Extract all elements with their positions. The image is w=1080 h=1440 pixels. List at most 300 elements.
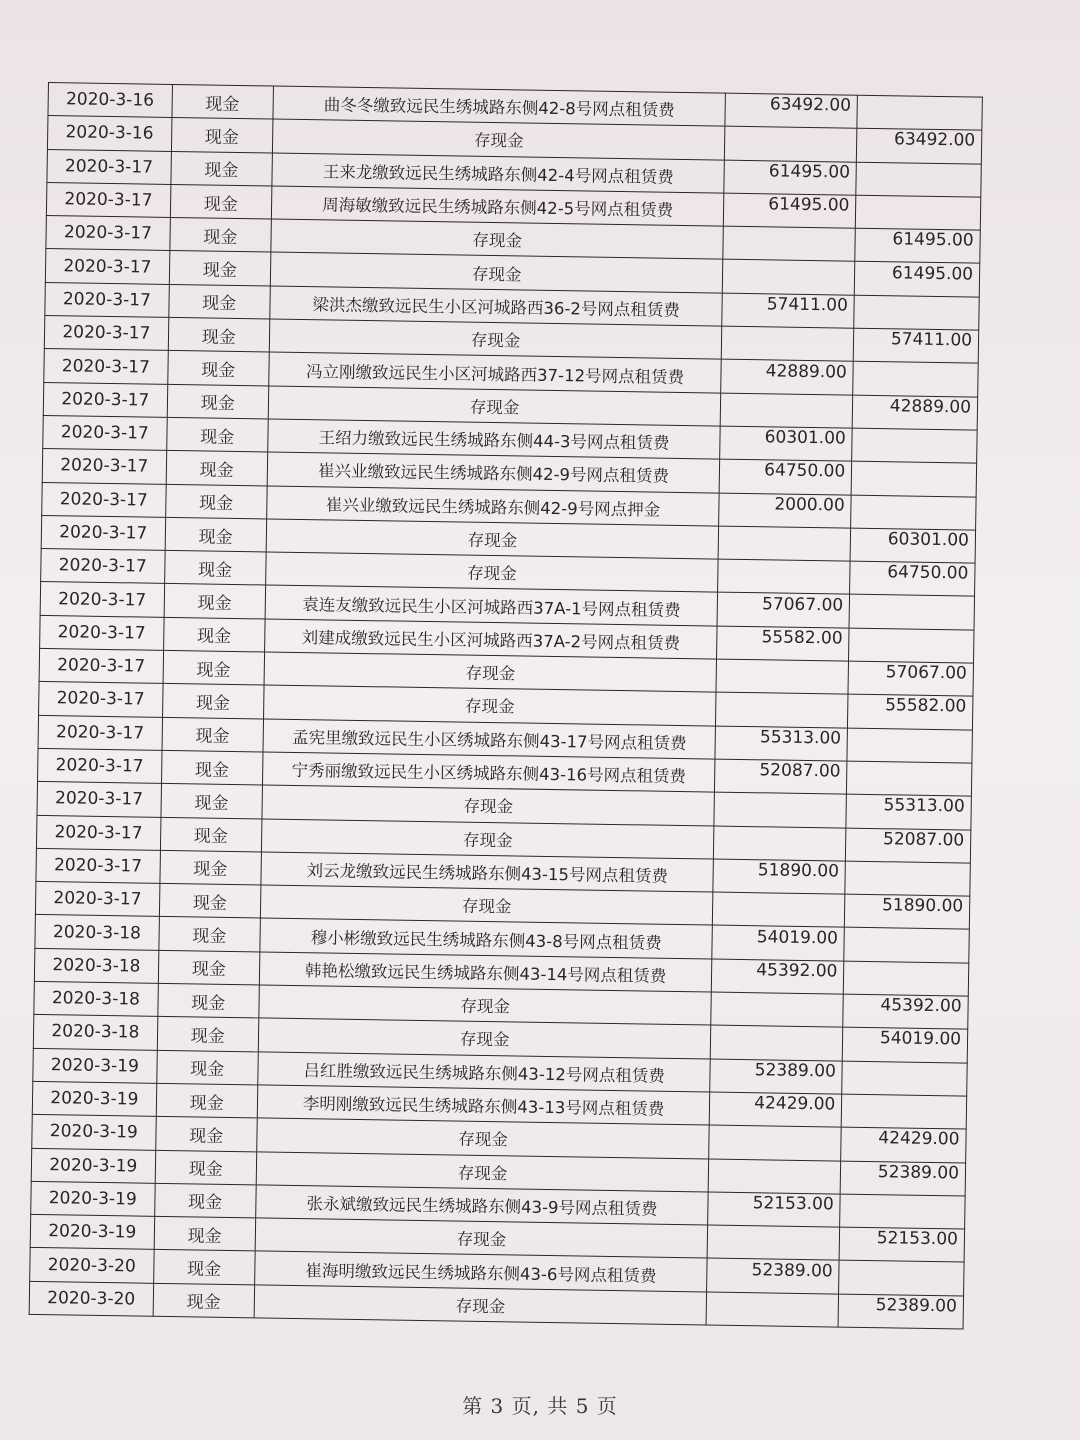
payment-method-cell (167, 384, 269, 419)
payment-method-cell-text: 现金 (202, 293, 237, 315)
debit-amount-cell (716, 692, 848, 727)
debit-amount-cell (720, 459, 852, 494)
description-cell-text: 存现金 (459, 1030, 510, 1050)
debit-amount-cell (709, 1125, 841, 1160)
debit-amount-cell-text: 57411.00 (766, 294, 849, 316)
payment-method-cell (168, 284, 270, 319)
debit-amount-cell (719, 493, 851, 528)
payment-method-cell-text: 现金 (203, 227, 238, 248)
date-cell (35, 915, 159, 950)
date-cell (41, 549, 165, 584)
credit-amount-cell (842, 1061, 967, 1096)
payment-method-cell (164, 551, 266, 586)
debit-amount-cell-text: 55313.00 (759, 727, 842, 749)
debit-amount-cell (723, 226, 855, 261)
description-cell-text: 崔海明缴致远民生绣城路东侧43-6号网点租赁费 (305, 1260, 657, 1286)
payment-method-cell (157, 1017, 259, 1052)
payment-method-cell (172, 84, 274, 119)
date-cell (38, 748, 162, 783)
debit-amount-cell (707, 1258, 839, 1293)
payment-method-cell-text: 现金 (189, 1092, 224, 1114)
ledger-table (29, 82, 983, 1330)
date-cell (44, 349, 168, 384)
payment-method-cell-text: 现金 (192, 893, 227, 914)
credit-amount-cell (843, 1027, 968, 1062)
date-cell-text: 2020-3-17 (64, 189, 153, 211)
debit-amount-cell (722, 326, 854, 361)
description-cell-text: 存现金 (471, 264, 522, 285)
debit-amount-cell (708, 1225, 840, 1260)
description-cell-text: 存现金 (461, 896, 512, 917)
credit-amount-cell (854, 295, 979, 330)
description-cell-text: 李明刚缴致远民生绣城路东侧43-13号网点租赁费 (302, 1094, 665, 1119)
description-cell-text: 存现金 (456, 1229, 507, 1250)
date-cell-text: 2020-3-20 (47, 1254, 136, 1277)
credit-amount-cell (839, 1260, 964, 1295)
credit-amount-cell (855, 262, 980, 297)
payment-method-cell-text: 现金 (186, 1292, 221, 1314)
description-cell-text: 存现金 (473, 131, 524, 151)
debit-amount-cell (722, 293, 854, 328)
date-cell-text: 2020-3-17 (61, 389, 150, 411)
payment-method-cell (163, 617, 265, 652)
payment-method-cell (166, 417, 268, 452)
credit-amount-cell (853, 362, 978, 397)
date-cell-text: 2020-3-19 (48, 1221, 137, 1243)
debit-amount-cell (715, 726, 847, 761)
date-cell (31, 1148, 155, 1183)
credit-amount-cell (857, 129, 982, 164)
credit-amount-cell (856, 195, 981, 230)
debit-amount-cell (714, 826, 846, 861)
credit-amount-cell-text: 55582.00 (885, 695, 967, 717)
description-cell-text: 存现金 (457, 1163, 508, 1183)
description-cell-text: 存现金 (470, 330, 521, 351)
debit-amount-cell-text: 54019.00 (756, 926, 839, 949)
debit-amount-cell (711, 992, 843, 1027)
payment-method-cell-text: 现金 (192, 926, 227, 947)
payment-method-cell (160, 817, 262, 852)
date-cell (35, 882, 159, 917)
date-cell-text: 2020-3-18 (52, 955, 141, 977)
payment-method-cell (165, 484, 267, 519)
description-cell-text: 存现金 (458, 1129, 508, 1150)
payment-method-cell-text: 现金 (204, 127, 240, 148)
date-cell-text: 2020-3-17 (63, 255, 152, 278)
credit-amount-cell-text: 52087.00 (882, 828, 965, 851)
payment-method-cell (159, 883, 261, 918)
debit-amount-cell (721, 393, 853, 428)
debit-amount-cell-text: 64750.00 (763, 460, 846, 482)
payment-method-cell-text: 现金 (201, 360, 236, 381)
date-cell-text: 2020-3-17 (62, 289, 152, 311)
date-cell-text: 2020-3-19 (50, 1054, 140, 1077)
credit-amount-cell (850, 528, 975, 563)
date-cell-text: 2020-3-19 (49, 1154, 138, 1177)
payment-method-cell-text: 现金 (196, 626, 232, 648)
payment-method-cell (154, 1216, 256, 1251)
description-cell-text: 崔兴业缴致远民生绣城路东侧42-9号网点租赁费 (317, 461, 670, 487)
debit-amount-cell-text: 63492.00 (769, 94, 852, 116)
credit-amount-cell-text: 61495.00 (891, 262, 974, 285)
description-cell-text: 曲冬冬缴致远民生绣城路东侧42-8号网点租赁费 (323, 95, 675, 120)
payment-method-cell (154, 1183, 256, 1218)
date-cell (41, 515, 165, 550)
credit-amount-cell (844, 961, 969, 996)
credit-amount-cell (857, 95, 982, 130)
credit-amount-cell (845, 894, 970, 929)
credit-amount-cell (856, 162, 981, 197)
credit-amount-cell (848, 694, 973, 729)
date-cell-text: 2020-3-17 (55, 755, 144, 777)
payment-method-cell (168, 317, 270, 352)
credit-amount-cell (845, 861, 970, 896)
credit-amount-cell-text: 57411.00 (890, 329, 973, 351)
description-cell (254, 1285, 707, 1325)
debit-amount-cell-text: 52389.00 (751, 1259, 833, 1282)
date-cell (31, 1181, 155, 1216)
date-cell (42, 482, 166, 517)
date-cell-text: 2020-3-18 (51, 1021, 140, 1044)
debit-amount-cell-text: 60301.00 (764, 427, 846, 449)
payment-method-cell (171, 118, 273, 153)
credit-amount-cell (854, 328, 979, 363)
date-cell-text: 2020-3-17 (64, 156, 154, 178)
date-cell-text: 2020-3-17 (53, 855, 143, 877)
description-cell-text: 穆小彬缴致远民生绣城路东侧43-8号网点租赁费 (310, 927, 662, 953)
description-cell-text: 袁连友缴致远民生小区河城路西37A-1号网点租赁费 (302, 594, 681, 620)
payment-method-cell (155, 1117, 257, 1152)
debit-amount-cell (713, 859, 845, 894)
credit-amount-cell (846, 794, 971, 829)
payment-method-cell-text: 现金 (189, 1126, 224, 1147)
credit-amount-cell (847, 761, 972, 796)
date-cell-text: 2020-3-17 (55, 721, 145, 744)
date-cell (48, 83, 172, 118)
date-cell-text: 2020-3-17 (57, 655, 146, 677)
debit-amount-cell-text: 45392.00 (756, 960, 838, 982)
credit-amount-cell (852, 428, 977, 463)
debit-amount-cell-text: 57067.00 (761, 593, 844, 616)
description-cell-text: 崔兴业缴致远民生绣城路东侧42-9号网点押金 (325, 495, 661, 520)
debit-amount-cell (725, 93, 857, 128)
payment-method-cell-text: 现金 (196, 660, 231, 681)
date-cell (38, 715, 162, 750)
credit-amount-cell-text: 54019.00 (879, 1028, 962, 1050)
credit-amount-cell (848, 661, 973, 696)
debit-amount-cell (719, 526, 851, 561)
payment-method-cell (166, 451, 268, 486)
credit-amount-cell (851, 495, 976, 530)
description-cell-text: 周海敏缴致远民生绣城路东侧42-5号网点租赁费 (322, 195, 674, 220)
credit-amount-cell (839, 1227, 964, 1262)
date-cell-text: 2020-3-17 (54, 821, 143, 844)
payment-method-cell-text: 现金 (187, 1192, 223, 1214)
payment-method-cell-text: 现金 (186, 1259, 222, 1280)
payment-method-cell (164, 584, 266, 619)
payment-method-cell-text: 现金 (205, 94, 240, 115)
date-cell (29, 1281, 153, 1316)
description-cell-text: 存现金 (464, 697, 515, 717)
date-cell-text: 2020-3-16 (65, 122, 154, 145)
date-cell (46, 182, 170, 217)
date-cell (33, 1015, 157, 1050)
date-cell-text: 2020-3-17 (56, 688, 145, 711)
debit-amount-cell (712, 925, 844, 960)
description-cell-text: 存现金 (467, 530, 518, 551)
payment-method-cell (153, 1283, 255, 1318)
debit-amount-cell-text: 51890.00 (757, 860, 840, 882)
payment-method-cell (156, 1050, 258, 1085)
description-cell-text: 王来龙缴致远民生绣城路东侧42-4号网点租赁费 (322, 162, 674, 187)
payment-method-cell (157, 983, 259, 1018)
credit-amount-cell (851, 461, 976, 496)
description-cell-text: 冯立刚缴致远民生小区河城路西37-12号网点租赁费 (305, 361, 685, 387)
date-cell-text: 2020-3-17 (54, 788, 144, 810)
debit-amount-cell (725, 126, 857, 161)
credit-amount-cell-text: 57067.00 (885, 662, 967, 684)
description-cell-text: 韩艳松缴致远民生绣城路东侧43-14号网点租赁费 (304, 961, 667, 986)
payment-method-cell (159, 917, 261, 952)
debit-amount-cell-text: 52087.00 (759, 760, 841, 782)
date-cell-text: 2020-3-17 (59, 488, 148, 511)
debit-amount-cell-text: 52389.00 (754, 1059, 837, 1082)
date-cell-text: 2020-3-17 (53, 888, 142, 910)
credit-amount-cell-text: 51890.00 (881, 895, 964, 917)
date-cell-text: 2020-3-18 (51, 988, 141, 1010)
date-cell (47, 116, 171, 151)
date-cell-text: 2020-3-19 (49, 1121, 138, 1143)
description-cell-text: 孟宪里缴致远民生小区绣城路东侧43-17号网点租赁费 (291, 727, 687, 753)
payment-method-cell-text: 现金 (194, 793, 229, 814)
date-cell-text: 2020-3-17 (61, 355, 151, 378)
date-cell (32, 1081, 156, 1116)
payment-method-cell-text: 现金 (198, 493, 234, 515)
date-cell (46, 216, 170, 251)
date-cell-text: 2020-3-17 (58, 555, 147, 577)
payment-method-cell (153, 1250, 255, 1285)
date-cell (36, 815, 160, 850)
payment-method-cell-text: 现金 (202, 260, 237, 282)
debit-amount-cell (721, 359, 853, 394)
payment-method-cell-text: 现金 (195, 726, 230, 748)
date-cell-text: 2020-3-17 (63, 222, 153, 244)
description-cell-text: 梁洪杰缴致远民生小区河城路西36-2号网点租赁费 (312, 295, 680, 320)
date-cell (43, 415, 167, 450)
date-cell (39, 648, 163, 683)
debit-amount-cell (717, 626, 849, 661)
credit-amount-cell-text: 52153.00 (876, 1228, 959, 1250)
date-cell (40, 615, 164, 650)
credit-amount-cell-text: 61495.00 (892, 229, 974, 251)
date-cell (30, 1248, 154, 1283)
credit-amount-cell (841, 1094, 966, 1129)
payment-method-cell-text: 现金 (188, 1159, 223, 1181)
credit-amount-cell (850, 561, 975, 596)
payment-method-cell (155, 1150, 257, 1185)
credit-amount-cell-text: 64750.00 (887, 562, 969, 584)
credit-amount-cell (852, 395, 977, 430)
payment-method-cell (158, 950, 260, 985)
description-cell-text: 存现金 (467, 563, 517, 584)
credit-amount-cell-text: 52389.00 (877, 1161, 960, 1184)
debit-amount-cell-text: 42889.00 (765, 360, 847, 383)
debit-amount-cell (718, 559, 850, 594)
date-cell-text: 2020-3-17 (62, 322, 151, 344)
date-cell (45, 282, 169, 317)
date-cell (45, 249, 169, 284)
payment-method-cell-text: 现金 (191, 993, 226, 1014)
debit-amount-cell (710, 1059, 842, 1094)
credit-amount-cell (838, 1294, 963, 1329)
payment-method-cell (167, 351, 269, 386)
payment-method-cell-text: 现金 (190, 1026, 225, 1047)
payment-method-cell (156, 1083, 258, 1118)
date-cell-text: 2020-3-19 (48, 1188, 137, 1210)
page-number-footer: 第 3 页, 共 5 页 (462, 1394, 618, 1418)
description-cell-text: 存现金 (455, 1296, 506, 1317)
date-cell (37, 782, 161, 817)
payment-method-cell (162, 684, 264, 719)
description-cell-text: 存现金 (460, 996, 511, 1017)
description-cell-text: 宁秀丽缴致远民生小区绣城路东侧43-16号网点租赁费 (291, 760, 687, 787)
payment-method-cell-text: 现金 (200, 427, 235, 448)
debit-amount-cell (714, 792, 846, 827)
credit-amount-cell-text: 52389.00 (875, 1294, 958, 1317)
payment-method-cell (161, 750, 263, 785)
payment-method-cell-text: 现金 (198, 526, 233, 548)
debit-amount-cell (709, 1159, 841, 1194)
description-cell-text: 存现金 (469, 397, 520, 418)
description-cell-text: 王绍力缴致远民生绣城路东侧44-3号网点租赁费 (318, 428, 670, 453)
date-cell (44, 316, 168, 351)
description-cell-text: 刘云龙缴致远民生绣城路东侧43-15号网点租赁费 (306, 861, 669, 886)
date-cell-text: 2020-3-18 (52, 921, 142, 944)
credit-amount-cell-text: 63492.00 (893, 129, 976, 152)
debit-amount-cell (718, 593, 850, 628)
payment-method-cell (170, 184, 272, 219)
date-cell (34, 948, 158, 983)
debit-amount-cell (710, 1092, 842, 1127)
payment-method-cell (161, 784, 263, 819)
credit-amount-cell (843, 994, 968, 1029)
debit-amount-cell (713, 892, 845, 927)
payment-method-cell (171, 151, 273, 186)
credit-amount-cell-text: 60301.00 (887, 529, 970, 551)
date-cell (36, 848, 160, 883)
payment-method-cell-text: 现金 (203, 193, 238, 215)
payment-method-cell-text: 现金 (194, 759, 230, 781)
date-cell (40, 582, 164, 617)
payment-method-cell (160, 850, 262, 885)
date-cell (30, 1214, 154, 1249)
date-cell (33, 1048, 157, 1083)
debit-amount-cell (707, 1292, 839, 1327)
date-cell (47, 149, 171, 184)
payment-method-cell-text: 现金 (197, 560, 233, 581)
debit-amount-cell (712, 959, 844, 994)
credit-amount-cell (846, 828, 971, 863)
payment-method-cell-text: 现金 (204, 160, 239, 182)
payment-method-cell (163, 650, 265, 685)
payment-method-cell-text: 现金 (199, 460, 234, 481)
payment-method-cell (169, 251, 271, 286)
date-cell-text: 2020-3-17 (60, 422, 149, 444)
debit-amount-cell-text: 61495.00 (768, 161, 851, 183)
credit-amount-cell (849, 628, 974, 663)
date-cell-text: 2020-3-16 (65, 89, 155, 111)
debit-amount-cell (716, 659, 848, 694)
date-cell-text: 2020-3-17 (59, 522, 148, 544)
payment-method-cell-text: 现金 (200, 393, 235, 415)
payment-method-cell (170, 218, 272, 253)
credit-amount-cell (844, 928, 969, 963)
date-cell-text: 2020-3-19 (50, 1088, 139, 1110)
credit-amount-cell-text: 45392.00 (880, 995, 962, 1017)
debit-amount-cell (724, 193, 856, 228)
debit-amount-cell (711, 1025, 843, 1060)
description-cell-text: 刘建成缴致远民生小区河城路西37A-2号网点租赁费 (301, 627, 681, 653)
debit-amount-cell (724, 160, 856, 195)
payment-method-cell (165, 517, 267, 552)
payment-method-cell-text: 现金 (190, 1059, 225, 1081)
debit-amount-cell (708, 1192, 840, 1227)
debit-amount-cell-text: 42429.00 (754, 1093, 836, 1115)
ledger-table-wrapper (29, 82, 983, 1330)
credit-amount-cell (847, 728, 972, 763)
description-cell-text: 存现金 (462, 830, 513, 851)
credit-amount-cell-text: 55313.00 (883, 795, 965, 817)
description-cell-text: 存现金 (463, 796, 514, 817)
credit-amount-cell (841, 1127, 966, 1162)
debit-amount-cell (723, 260, 855, 295)
date-cell (39, 682, 163, 717)
credit-amount-cell (855, 228, 980, 263)
payment-method-cell (162, 717, 264, 752)
description-cell-text: 吕红胜缴致远民生绣城路东侧43-12号网点租赁费 (303, 1060, 665, 1086)
debit-amount-cell-text: 52153.00 (752, 1193, 834, 1215)
payment-method-cell-text: 现金 (187, 1226, 222, 1247)
debit-amount-cell (720, 426, 852, 461)
credit-amount-cell (840, 1161, 965, 1196)
debit-amount-cell-text: 2000.00 (774, 494, 845, 516)
payment-method-cell-text: 现金 (197, 593, 232, 615)
date-cell (32, 1115, 156, 1150)
description-cell-text: 存现金 (472, 231, 523, 251)
date-cell-text: 2020-3-17 (60, 455, 149, 478)
credit-amount-cell-text: 42889.00 (889, 396, 972, 418)
credit-amount-cell (840, 1194, 965, 1229)
debit-amount-cell (715, 759, 847, 794)
payment-method-cell-text: 现金 (195, 693, 231, 714)
description-cell-text: 张永斌缴致远民生绣城路东侧43-9号网点租赁费 (306, 1194, 658, 1219)
payment-method-cell-text: 现金 (201, 327, 236, 348)
ledger-body (29, 83, 982, 1330)
payment-method-cell-text: 现金 (193, 826, 229, 848)
date-cell-text: 2020-3-17 (57, 622, 146, 644)
date-cell (42, 449, 166, 484)
credit-amount-cell-text: 42429.00 (878, 1128, 960, 1150)
date-cell-text: 2020-3-17 (58, 588, 147, 611)
description-cell-text: 存现金 (465, 663, 516, 684)
credit-amount-cell (849, 595, 974, 630)
payment-method-cell-text: 现金 (191, 959, 226, 981)
payment-method-cell-text: 现金 (193, 859, 228, 881)
date-cell-text: 2020-3-20 (47, 1287, 136, 1310)
debit-amount-cell-text: 61495.00 (768, 194, 850, 216)
date-cell (34, 981, 158, 1016)
date-cell (43, 382, 167, 417)
